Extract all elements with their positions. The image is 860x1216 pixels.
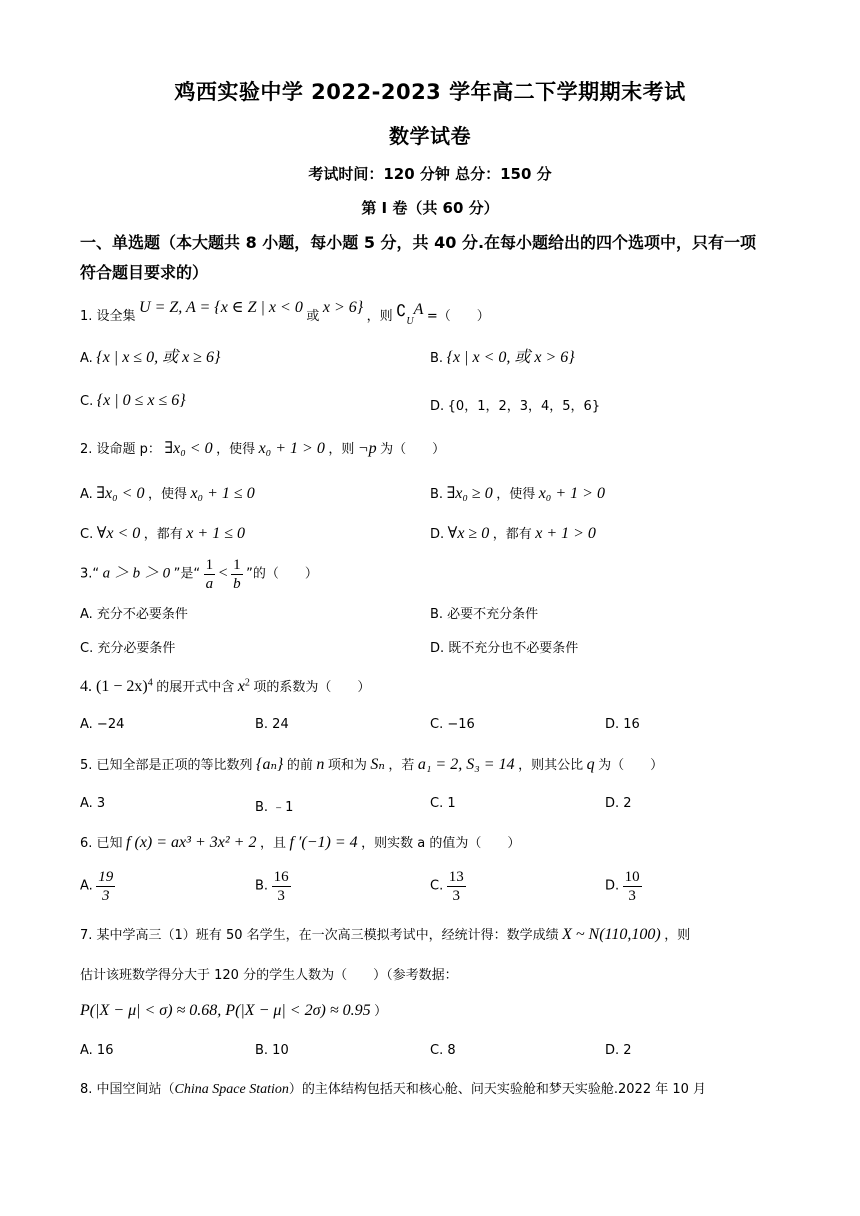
fraction-16-over-3: $\frac{16}{3}$: [273, 869, 289, 904]
question-2-option-a: A. ∃x₀ < 0 ，使得 x₀ + 1 ≤ 0: [80, 485, 255, 502]
fraction-19-over-3: $\frac{19}{3}$: [98, 869, 114, 904]
question-7-line-2: 估计该班数学得分大于 120 分的学生人数为（ ）（参考数据：: [80, 968, 458, 983]
question-3-option-a: A. 充分不必要条件: [80, 607, 188, 622]
question-7-option-a: A. 16: [80, 1043, 114, 1058]
question-4-option-b: B. 24: [255, 717, 289, 732]
fraction-1-over-a: $\frac{1}{a}$: [205, 557, 214, 592]
question-2-option-c: C. ∀x < 0 ，都有 x + 1 ≤ 0: [80, 525, 245, 542]
question-6-option-d: D. $\frac{10}{3}$: [605, 869, 640, 904]
exam-subtitle: 数学试卷: [389, 124, 471, 148]
question-3-option-b: B. 必要不充分条件: [430, 607, 539, 622]
question-6-stem: 6. 已知 f (x) = ax³ + 3x² + 2 ，且 f ′(−1) = 4 ，则实数 a 的值为（ ）: [80, 834, 521, 851]
question-4-option-a: A. −24: [80, 717, 125, 732]
fraction-13-over-3: $\frac{13}{3}$: [448, 869, 464, 904]
section-heading: [80, 228, 790, 288]
question-3-stem: 3.“ a ＞ b ＞ 0 ”是“ $\frac{1}{a}$ < $\frac{1}{b}$ ”的（ ）: [80, 557, 318, 592]
question-4-option-c: C. −16: [430, 717, 475, 732]
question-5-option-b: B. ﹣1: [255, 800, 294, 815]
question-1-option-d: D. {0，1，2，3，4，5，6}: [430, 399, 601, 414]
question-7-option-c: C. 8: [430, 1043, 456, 1058]
question-4-stem: 4. $(1 - 2x)^4$ 的展开式中含 $x^2$ 项的系数为（ ）: [80, 677, 371, 695]
question-2-option-b: B. ∃x₀ ≥ 0 ，使得 x₀ + 1 > 0: [430, 485, 605, 502]
question-1-stem: 1. 设全集 U = Z, A = {x ∈ Z | x < 0 或 x > 6} ，则 $∁_UA$ =（ ）: [80, 299, 490, 327]
question-7-option-d: D. 2: [605, 1043, 632, 1058]
section-heading-line1: 一、单选题（本大题共 8 小题，每小题 5 分，共 40 分.在每小题给出的四个选项中，只有一项: [80, 233, 757, 252]
question-7-line-1: 7. 某中学高三（1）班有 50 名学生，在一次高三模拟考试中，经统计得：数学成绩 X ~ N(110,100) ，则: [80, 926, 691, 943]
question-1-option-a: A. {x | x ≤ 0, 或 x ≥ 6}: [80, 349, 221, 366]
section-heading-line2: 符合题目要求的）: [80, 263, 209, 282]
exam-info: 考试时间：120 分钟 总分：150 分: [308, 165, 552, 183]
question-2-option-d: D. ∀x ≥ 0 ，都有 x + 1 > 0: [430, 525, 596, 542]
question-1-option-c: C. {x | 0 ≤ x ≤ 6}: [80, 392, 186, 409]
question-2-stem: 2. 设命题 p： ∃x₀ < 0 ，使得 x₀ + 1 > 0 ，则 ¬p 为（ ）: [80, 440, 446, 457]
volume-heading: 第 I 卷（共 60 分）: [361, 199, 499, 217]
question-7-option-b: B. 10: [255, 1043, 289, 1058]
question-7-line-3: P(|X − μ| < σ) ≈ 0.68, P(|X − μ| < 2σ) ≈ 0.95 ）: [80, 1002, 388, 1019]
fraction-10-over-3: $\frac{10}{3}$: [624, 869, 640, 904]
question-5-option-c: C. 1: [430, 796, 456, 811]
exam-title: 鸡西实验中学 2022-2023 学年高二下学期期末考试: [174, 80, 686, 104]
question-3-option-c: C. 充分必要条件: [80, 641, 176, 656]
question-5-option-a: A. 3: [80, 796, 106, 811]
question-5-option-d: D. 2: [605, 796, 632, 811]
question-3-option-d: D. 既不充分也不必要条件: [430, 641, 579, 656]
question-6-option-c: C. $\frac{13}{3}$: [430, 869, 464, 904]
question-6-option-a: A. $\frac{19}{3}$: [80, 869, 114, 904]
question-1-option-b: B. {x | x < 0, 或 x > 6}: [430, 349, 575, 366]
question-5-stem: 5. 已知全部是正项的等比数列 {aₙ} 的前 n 项和为 Sₙ ，若 a₁ = 2, S₃ = 14 ，则其公比 q 为（ ）: [80, 756, 664, 773]
question-4-option-d: D. 16: [605, 717, 640, 732]
question-6-option-b: B. $\frac{16}{3}$: [255, 869, 289, 904]
fraction-1-over-b: $\frac{1}{b}$: [233, 557, 241, 592]
question-8-line-1: 8. 中国空间站（China Space Station）的主体结构包括天和核心舱、问天实验舱和梦天实验舱.2022 年 10 月: [80, 1082, 707, 1097]
